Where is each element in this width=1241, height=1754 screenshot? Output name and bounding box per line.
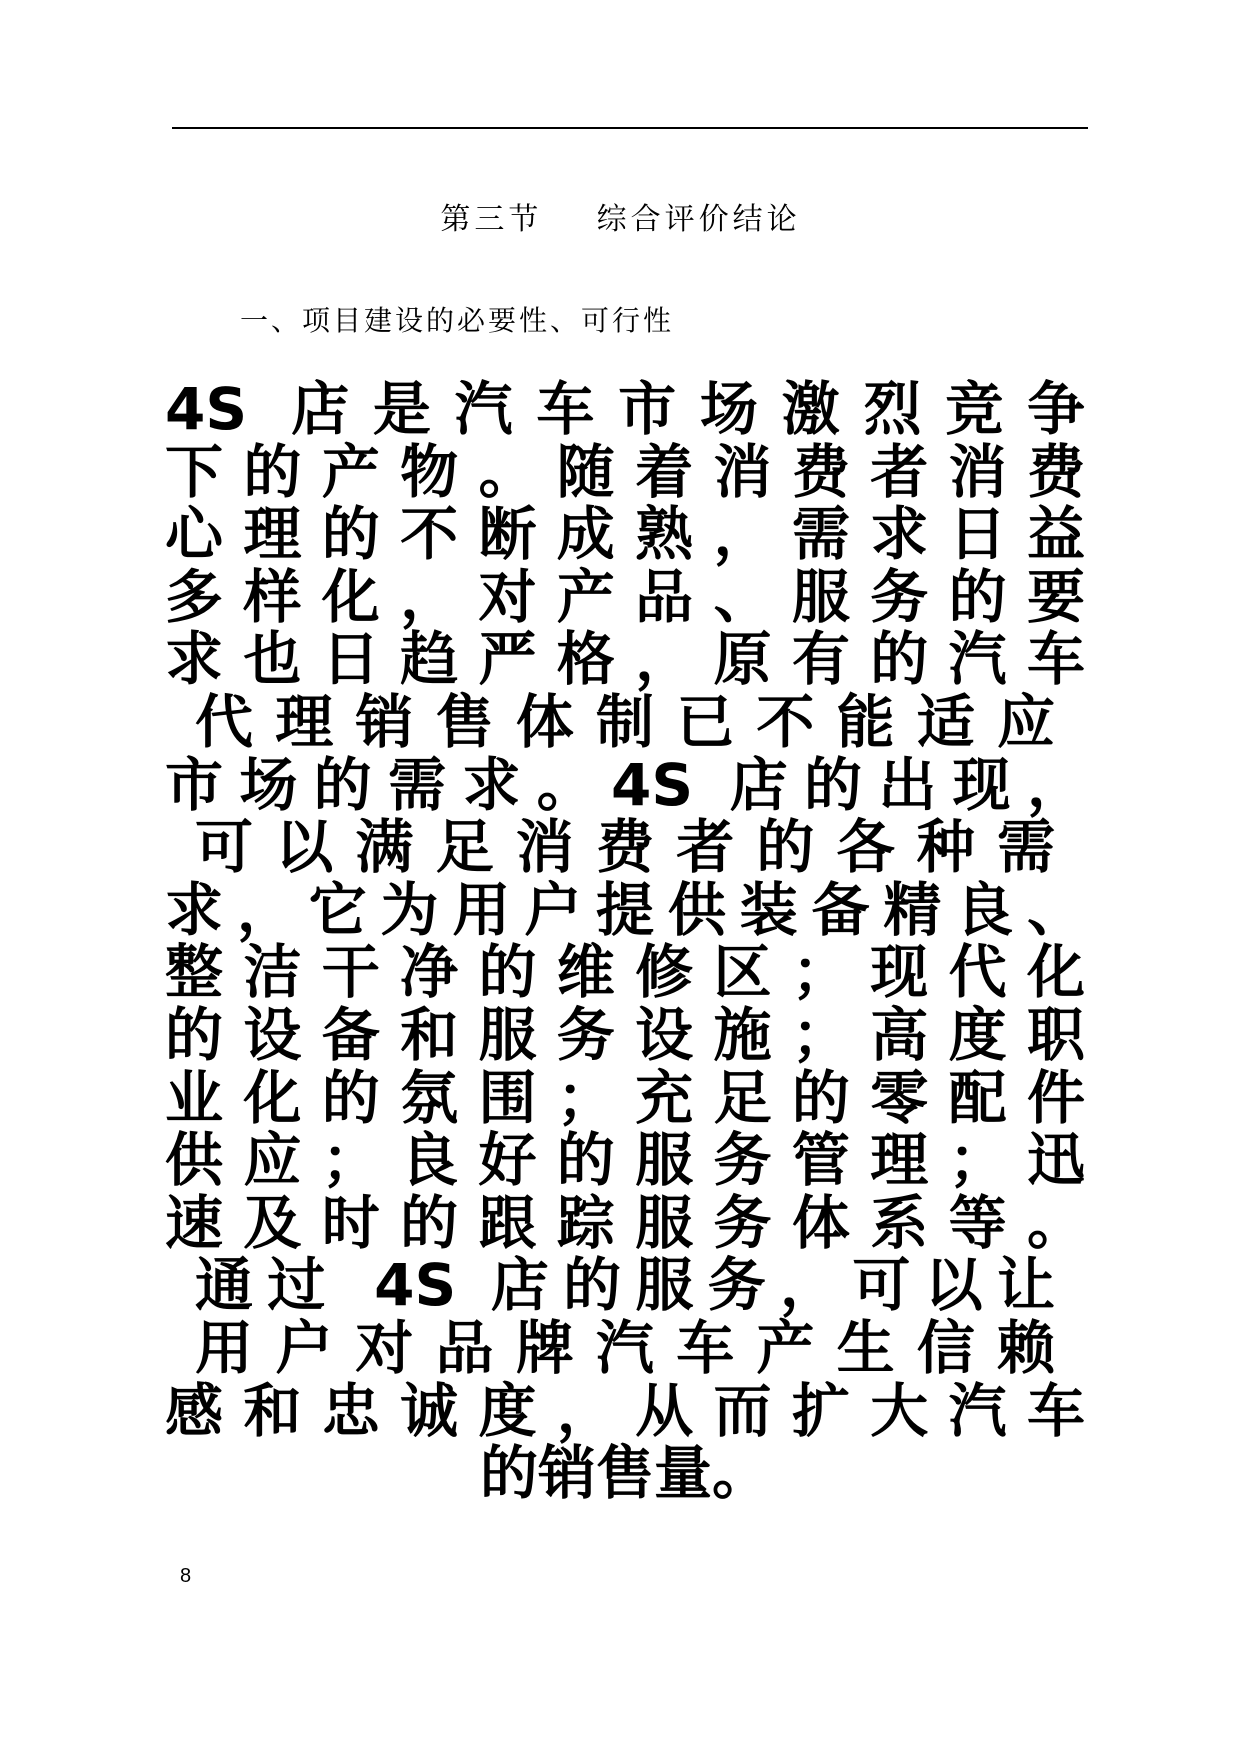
- body-line: 市场的需求。4S 店的出现，: [165, 750, 1085, 819]
- section-title: 第三节 综合评价结论: [440, 202, 801, 237]
- body-line: 可以满足消费者的各种需: [195, 813, 1055, 882]
- body-line: 代理销售体制已不能适应: [195, 687, 1055, 756]
- body-line: 下的产物。随着消费者消费: [165, 437, 1085, 506]
- body-paragraph: [165, 375, 1085, 1508]
- body-line: 用户对品牌汽车产生信赖: [195, 1313, 1055, 1382]
- body-line: 的设备和服务设施；高度职: [165, 1000, 1085, 1069]
- body-line: 速及时的跟踪服务体系等。: [165, 1188, 1085, 1257]
- body-line: 心理的不断成熟，需求日益: [165, 500, 1085, 569]
- body-line: 4S 店是汽车市场激烈竞争: [165, 375, 1085, 443]
- body-line: 的销售量。: [479, 1439, 770, 1508]
- body-line: 求也日趋严格，原有的汽车: [165, 625, 1085, 694]
- body-line: 整洁干净的维修区；现代化: [165, 938, 1085, 1007]
- subheading: 一、项目建设的必要性、可行性: [240, 304, 675, 337]
- body-line: 供应；良好的服务管理；迅: [165, 1126, 1085, 1195]
- body-line: 通过 4S 店的服务，可以让: [195, 1251, 1055, 1320]
- page-number: 8: [180, 1565, 192, 1587]
- body-line: 求，它为用户提供装备精良、: [165, 875, 1085, 944]
- body-line: 多样化，对产品、服务的要: [165, 562, 1085, 631]
- body-line: 感和忠诚度，从而扩大汽车: [165, 1376, 1085, 1445]
- body-line: 业化的氛围；充足的零配件: [165, 1063, 1085, 1132]
- header-rule: [172, 127, 1088, 129]
